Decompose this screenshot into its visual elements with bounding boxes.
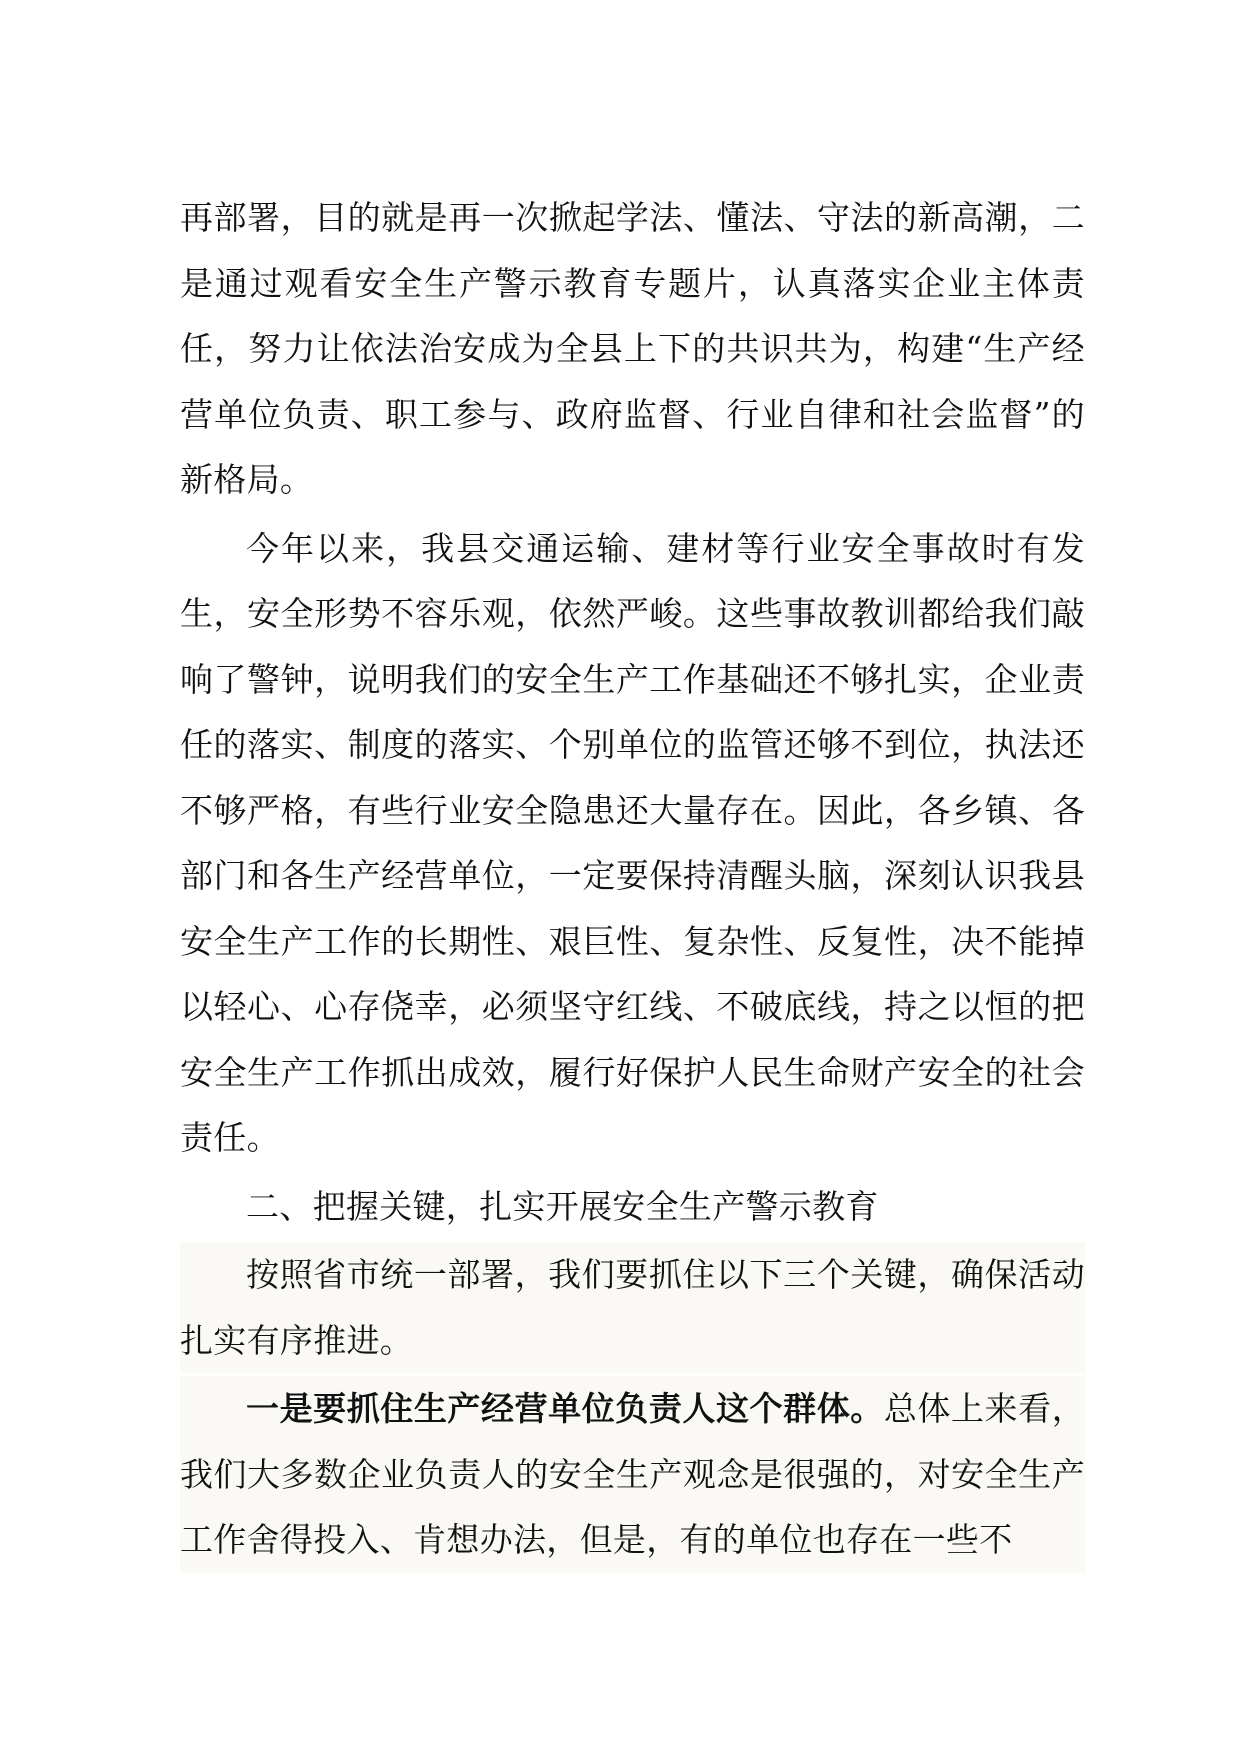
paragraph-text: 按照省市统一部署，我们要抓住以下三个关键，确保活动扎实有序推进。 (180, 1255, 1085, 1360)
paragraph-text: 总体上来看，我们大多数企业负责人的安全生产观念是很强的，对安全生产工作舍得投入、肯想办法，但是，有的单位也存在一些不 (180, 1389, 1085, 1559)
paragraph-first-key-point (180, 1376, 1085, 1573)
paragraph-continuation (180, 185, 1085, 513)
document-body (180, 185, 1085, 1573)
paragraph-safety-situation (180, 516, 1085, 1171)
paragraph-text: 再部署，目的就是再一次掀起学法、懂法、守法的新高潮，二是通过观看安全生产警示教育专题片，认真落实企业主体责任，努力让依法治安成为全县上下的共识共为，构建“生产经营单位负责、职工参与、政府监督、行业自律和社会监督”的新格局。 (180, 198, 1085, 499)
paragraph-text: 今年以来，我县交通运输、建材等行业安全事故时有发生，安全形势不容乐观，依然严峻。这些事故教训都给我们敲响了警钟，说明我们的安全生产工作基础还不够扎实，企业责任的落实、制度的落实、个别单位的监管还够不到位，执法还不够严格，有些行业安全隐患还大量存在。因此，各乡镇、各部门和各生产经营单位，一定要保持清醒头脑，深刻认识我县安全生产工作的长期性、艰巨性、复杂性、反复性，决不能掉以轻心、心存侥幸，必须坚守红线、不破底线，持之以恒的把安全生产工作抓出成效，履行好保护人民生命财产安全的社会责任。 (180, 528, 1085, 1157)
section-heading-text: 二、把握关键，扎实开展安全生产警示教育 (246, 1186, 879, 1226)
paragraph-lead-bold: 一是要抓住生产经营单位负责人这个群体。 (246, 1389, 884, 1428)
paragraph-key-points-intro (180, 1242, 1085, 1373)
section-heading (180, 1174, 1085, 1240)
